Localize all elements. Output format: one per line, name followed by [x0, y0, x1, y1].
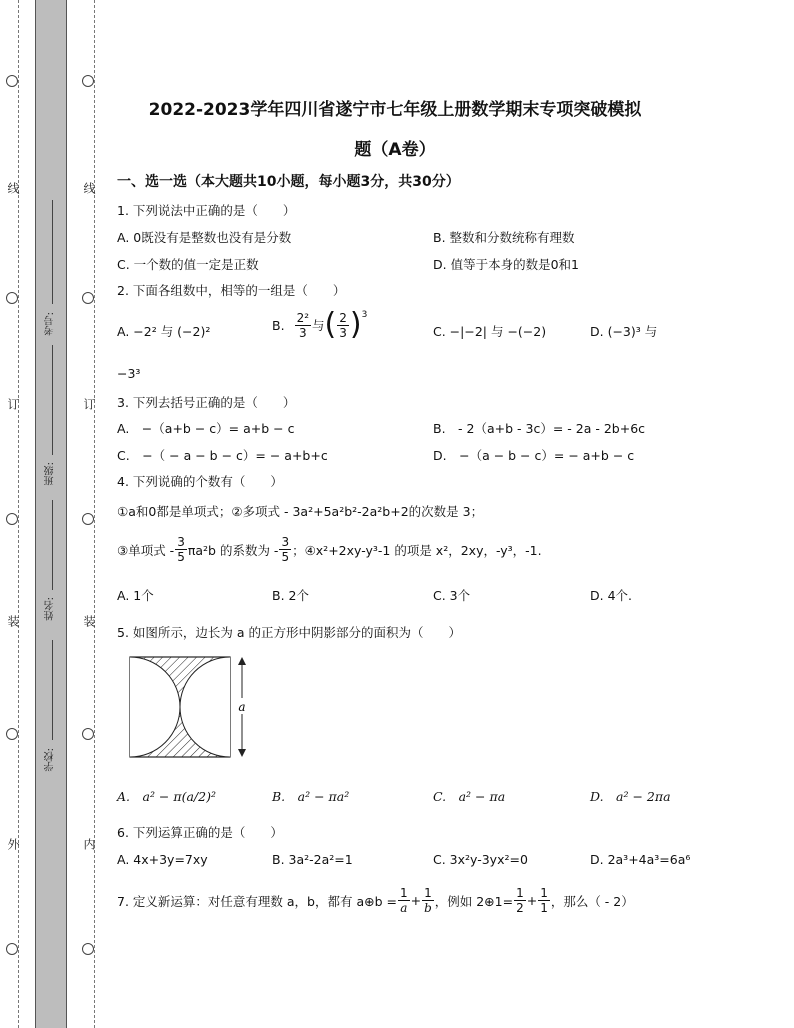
- school-label: 学校:: [45, 748, 56, 772]
- q5-figure: [125, 652, 265, 762]
- question-1-stem: 1. 下列说法中正确的是（ ）: [117, 203, 296, 218]
- q2-option-d: D. (−3)³ 与: [590, 324, 658, 339]
- arrow-up-icon: [238, 657, 246, 665]
- plus-sign: +: [526, 893, 538, 908]
- inner-margin-char: 订: [82, 398, 96, 410]
- q7-mid: ，例如 2⊕1=: [434, 893, 514, 909]
- side-length-label: a: [238, 700, 246, 714]
- denominator: 1: [540, 901, 548, 915]
- q2-option-c: C. −|−2| 与 −(−2): [433, 324, 547, 339]
- denominator: 3: [298, 325, 307, 340]
- q4-option-a: A. 1个: [117, 588, 154, 603]
- class-line[interactable]: [52, 345, 53, 455]
- arrow-down-icon: [238, 749, 246, 757]
- q3-option-a: A. −（a+b − c）= a+b − c: [117, 421, 295, 436]
- binding-hole: [82, 728, 94, 740]
- question-3-stem: 3. 下列去括号正确的是（ ）: [117, 395, 296, 410]
- q4-option-b: B. 2个: [272, 588, 309, 603]
- q2-option-b: [272, 307, 368, 342]
- school-line[interactable]: [52, 640, 53, 740]
- paren-open: (: [324, 307, 337, 342]
- binding-hole: [82, 943, 94, 955]
- fraction: [422, 886, 434, 915]
- page-title: 2022-2023学年四川省遂宁市七年级上册数学期末专项突破模拟: [148, 100, 642, 120]
- exponent: 3: [361, 310, 368, 320]
- numerator: 3: [281, 535, 290, 549]
- binding-hole: [6, 75, 18, 87]
- page-title-cont: 题（A卷）: [354, 140, 436, 160]
- fraction: [538, 886, 550, 915]
- binding-hole: [6, 513, 18, 525]
- outer-margin-char: 外: [6, 838, 20, 850]
- fraction: [398, 886, 410, 915]
- denominator: 2: [516, 901, 524, 915]
- fraction: [337, 311, 349, 340]
- q3-option-d: D. −（a − b − c）= − a+b − c: [433, 448, 635, 463]
- fraction: [295, 311, 311, 340]
- q1-option-a: A. 0既没有是整数也没有是分数: [117, 230, 292, 245]
- fraction: [279, 535, 291, 564]
- numerator: 1: [424, 886, 432, 900]
- q5-option-a: A. a² − π(a/2)²: [117, 789, 216, 804]
- q3-option-c: C. −（ − a − b − c）= − a+b+c: [117, 448, 328, 463]
- binding-hole: [82, 75, 94, 87]
- inner-margin-char: 线: [82, 182, 96, 194]
- binding-hole: [6, 943, 18, 955]
- q1-option-c: C. 一个数的值一定是正数: [117, 257, 259, 272]
- fraction: [514, 886, 526, 915]
- q5-option-c: C. a² − πa: [433, 789, 506, 804]
- inner-margin-char: 内: [82, 838, 96, 850]
- numerator: 1: [516, 886, 524, 900]
- q4-option-d: D. 4个.: [590, 588, 632, 603]
- q4-option-c: C. 3个: [433, 588, 471, 603]
- question-5-stem: 5. 如图所示，边长为 a 的正方形中阴影部分的面积为（ ）: [117, 625, 462, 640]
- question-2-stem: 2. 下面各组数中，相等的一组是（ ）: [117, 283, 346, 298]
- q6-option-b: B. 3a²-2a²=1: [272, 852, 353, 867]
- name-label: 姓名:: [45, 597, 56, 621]
- denominator: a: [400, 901, 408, 915]
- q6-option-c: C. 3x²y-3yx²=0: [433, 852, 528, 867]
- outer-margin-char: 订: [6, 398, 20, 410]
- q7-pre: 7. 定义新运算：对任意有理数 a，b，都有 a⊕b =: [117, 893, 397, 909]
- section-heading: 一、选一选（本大题共10小题，每小题3分，共30分）: [117, 174, 460, 190]
- numerator: 3: [177, 535, 185, 549]
- outer-margin-char: 装: [6, 615, 20, 627]
- numerator: 1: [540, 886, 548, 900]
- q4-line2-mid: πa²b 的系数为 -: [187, 542, 279, 558]
- binding-hole: [6, 728, 18, 740]
- name-line[interactable]: [52, 500, 53, 590]
- question-7-stem: [117, 886, 634, 915]
- q2-option-b-prefix: B.: [272, 317, 285, 333]
- q1-option-d: D. 值等于本身的数是0和1: [433, 257, 579, 272]
- denominator: 5: [281, 550, 290, 564]
- numerator: 2²: [296, 310, 310, 325]
- q7-post: ，那么（ - 2）: [550, 893, 634, 909]
- denominator: 5: [177, 550, 185, 564]
- q4-statement-line-1: ①a和0都是单项式；②多项式 - 3a²+5a²b²-2a²b+2的次数是 3；: [117, 504, 484, 519]
- q2-option-d-cont: −3³: [117, 366, 141, 381]
- binding-hole: [6, 292, 18, 304]
- q4-statement-line-2: [117, 535, 542, 564]
- q5-option-d: D. a² − 2πa: [590, 789, 671, 804]
- paren-close: ): [349, 307, 362, 342]
- fraction: [175, 535, 187, 564]
- exam-number-label: 考号:: [45, 312, 56, 336]
- binding-hole: [82, 513, 94, 525]
- question-6-stem: 6. 下列运算正确的是（ ）: [117, 825, 283, 840]
- question-4-stem: 4. 下列说确的个数有（ ）: [117, 474, 283, 489]
- plus-sign: +: [410, 893, 422, 908]
- q2-option-a: A. −2² 与 (−2)²: [117, 324, 211, 339]
- numerator: 1: [399, 886, 408, 900]
- q2-option-b-with: 与: [312, 318, 325, 333]
- q3-option-b: B. - 2（a+b - 3c）= - 2a - 2b+6c: [433, 421, 646, 436]
- denominator: 3: [339, 325, 347, 340]
- q5-option-b: B. a² − πa²: [272, 789, 350, 804]
- denominator: b: [424, 901, 432, 915]
- q6-option-a: A. 4x+3y=7xy: [117, 852, 208, 867]
- binding-hole: [82, 292, 94, 304]
- q4-line2-pre: ③单项式 -: [117, 542, 175, 558]
- q4-line2-post: ；④x²+2xy-y³-1 的项是 x²，2xy，-y³，-1.: [292, 542, 542, 558]
- numerator: 2: [339, 310, 347, 325]
- class-label: 班级:: [45, 462, 56, 486]
- outer-dashed-line: [18, 0, 19, 1028]
- exam-number-line[interactable]: [52, 200, 53, 304]
- inner-margin-char: 装: [82, 615, 96, 627]
- q6-option-d: D. 2a³+4a³=6a⁶: [590, 852, 691, 867]
- outer-margin-char: 线: [6, 182, 20, 194]
- q1-option-b: B. 整数和分数统称有理数: [433, 230, 575, 245]
